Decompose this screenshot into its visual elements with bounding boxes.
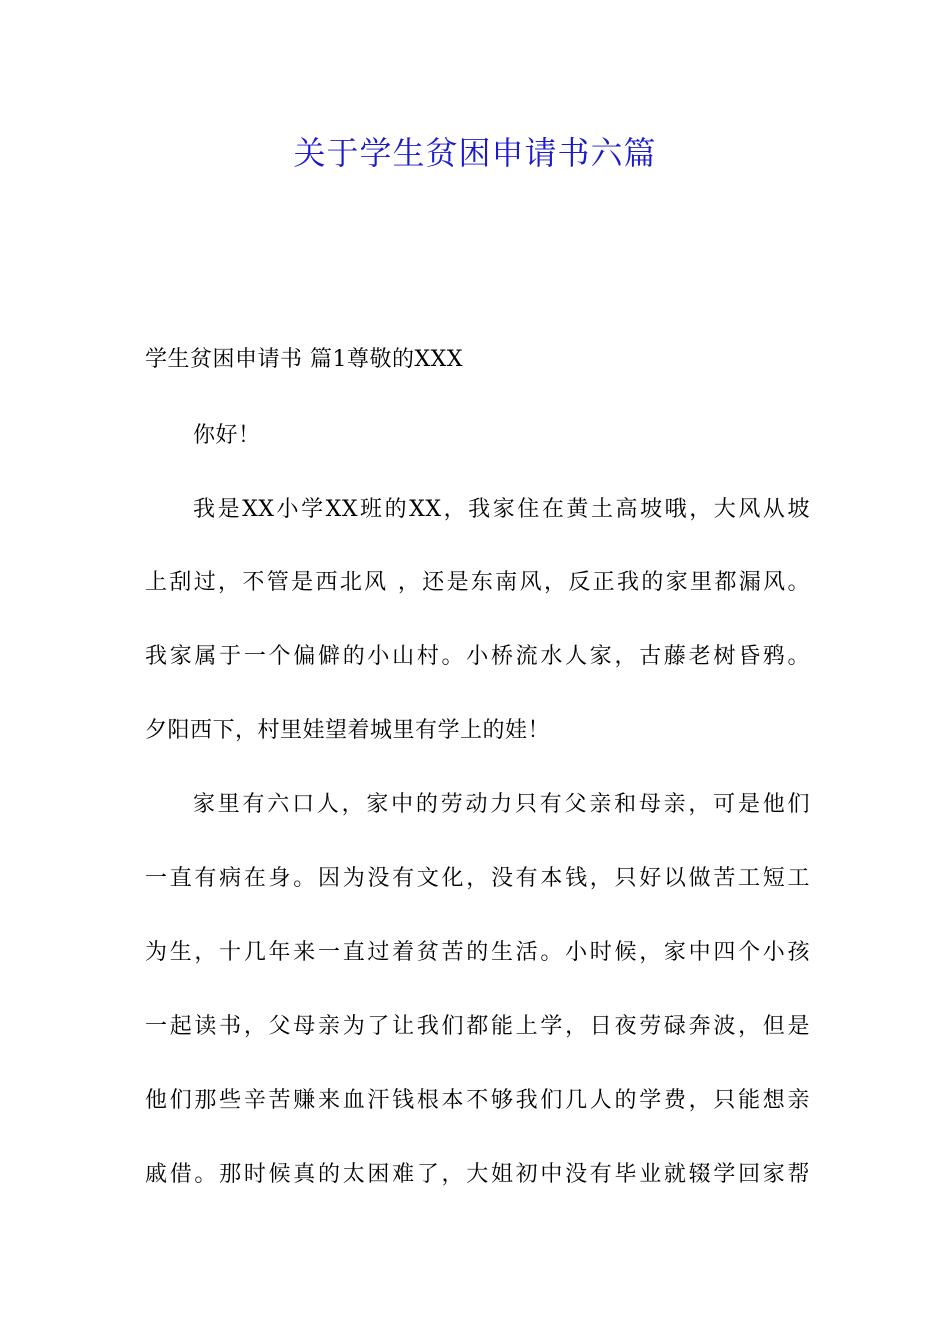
paragraph-line: 戚借。那时候真的太困难了，大姐初中没有毕业就辍学回家帮: [145, 1162, 810, 1187]
paragraph-line: 夕阳西下，村里娃望着城里有学上的娃！: [145, 718, 551, 743]
paragraph-line: 他们那些辛苦赚来血汗钱根本不够我们几人的学费，只能想亲: [145, 1088, 810, 1113]
paragraph-line: 我是XX小学XX班的XX，我家住在黄土高坡哦，大风从坡: [193, 497, 810, 522]
paragraph-line: 我家属于一个偏僻的小山村。小桥流水人家，古藤老树昏鸦。: [145, 644, 810, 669]
paragraph-line: 一直有病在身。因为没有文化，没有本钱，只好以做苦工短工: [145, 866, 810, 891]
greeting: 你好！: [193, 423, 261, 448]
document-title: 关于学生贫困申请书六篇: [293, 134, 657, 172]
paragraph-line: 上刮过，不管是西北风 ，还是东南风，反正我的家里都漏风。: [145, 570, 810, 595]
paragraph-line: 一起读书，父母亲为了让我们都能上学，日夜劳碌奔波，但是: [145, 1014, 810, 1039]
paragraph-line: 为生，十几年来一直过着贫苦的生活。小时候，家中四个小孩: [145, 940, 810, 965]
paragraph-line: 家里有六口人，家中的劳动力只有父亲和母亲，可是他们: [193, 792, 810, 817]
section-heading: 学生贫困申请书 篇1尊敬的XXX: [145, 347, 463, 372]
